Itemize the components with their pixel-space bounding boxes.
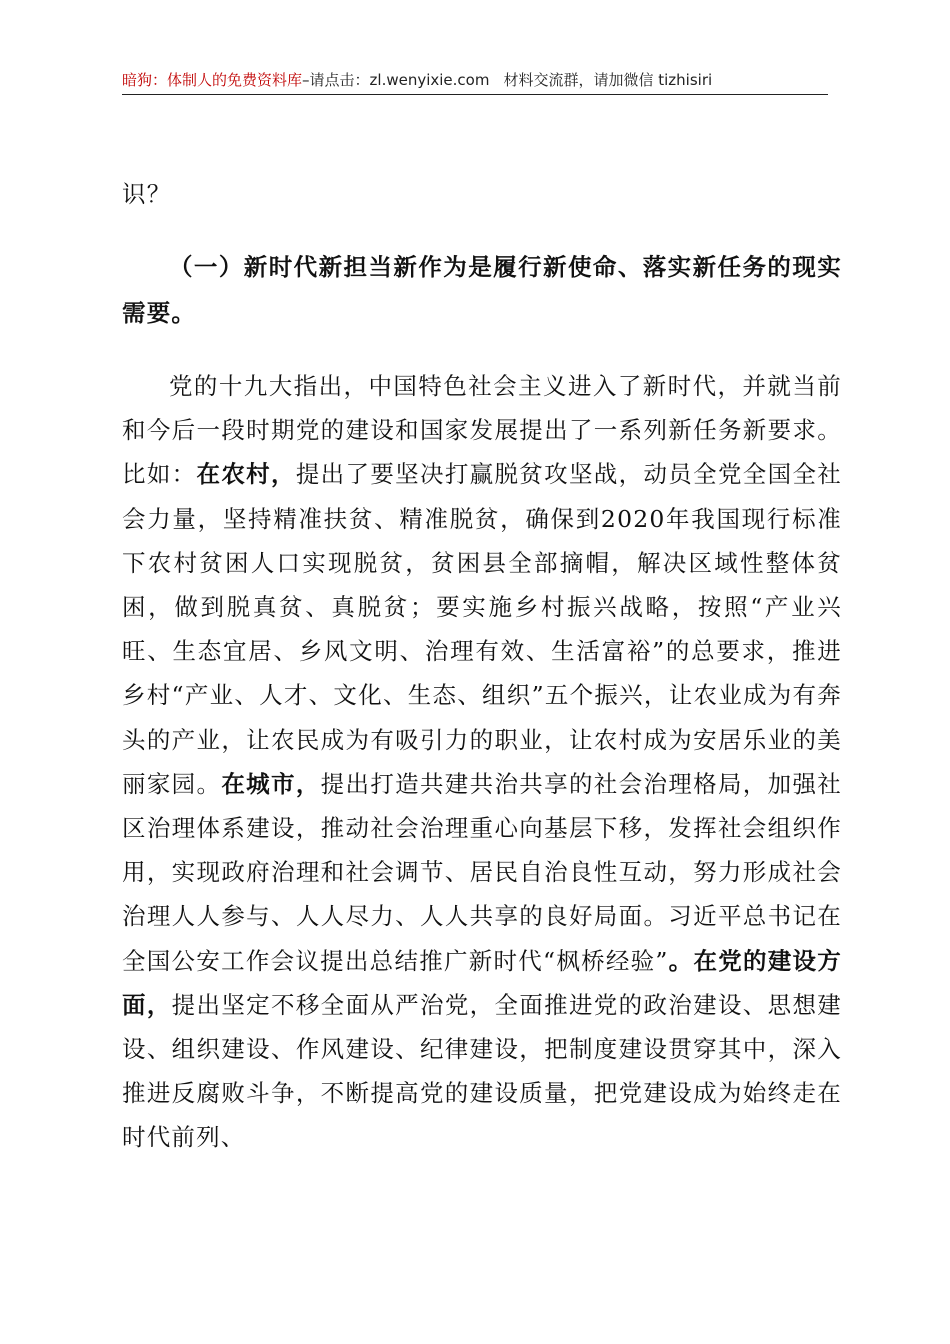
- header-url-link[interactable]: zl.wenyixie.com: [369, 71, 490, 89]
- page-header: [122, 70, 828, 95]
- emphasis-party-building: 。在党的建设方面，: [122, 946, 842, 1019]
- body-paragraph: [122, 364, 842, 1160]
- paragraph-text-1: 党的十九大指出，中国特色社会主义进入了新时代，并就当前和今后一段时期党的建设和国家发展提出了一系列新任务新要求。比如：: [122, 372, 842, 489]
- emphasis-urban: 在城市，: [221, 769, 321, 798]
- header-click-prompt: –请点击：: [302, 71, 370, 89]
- section-heading: （一）新时代新担当新作为是履行新使命、落实新任务的现实需要。: [122, 253, 842, 327]
- document-body: [122, 172, 842, 1160]
- emphasis-rural: 在农村，: [196, 460, 296, 489]
- paragraph-text-2: 提出了要坚决打赢脱贫攻坚战，动员全党全国全社会力量，坚持精准扶贫、精准脱贫，确保到2020年我国现行标准下农村贫困人口实现脱贫，贫困县全部摘帽，解决区域性整体贫困，做到脱真贫、真脱贫；要实施乡村振兴战略，按照“产业兴旺、生态宜居、乡风文明、治理有效、生活富裕”的总要求，推进乡村“产业、人才、文化、生态、组织”五个振兴，让农业成为有奔头的产业，让农民成为有吸引力的职业，让农村成为安居乐业的美丽家园。: [122, 460, 842, 798]
- previous-page-fragment: 识？: [122, 180, 172, 208]
- paragraph-text-4: 提出坚定不移全面从严治党，全面推进党的政治建设、思想建设、组织建设、作风建设、纪律建设，把制度建设贯穿其中，深入推进反腐败斗争，不断提高党的建设质量，把党建设成为始终走在时代前列、: [122, 990, 842, 1152]
- header-site-name: 暗狗：体制人的免费资料库: [122, 71, 303, 89]
- header-group-note: 材料交流群，请加微信 tizhisiri: [503, 71, 713, 89]
- paragraph-text-3: 提出打造共建共治共享的社会治理格局，加强社区治理体系建设，推动社会治理重心向基层下移，发挥社会组织作用，实现政府治理和社会调节、居民自治良性互动，努力形成社会治理人人参与、人人尽力、人人共享的良好局面。习近平总书记在全国公安工作会议提出总结推广新时代“枫桥经验”: [122, 769, 842, 975]
